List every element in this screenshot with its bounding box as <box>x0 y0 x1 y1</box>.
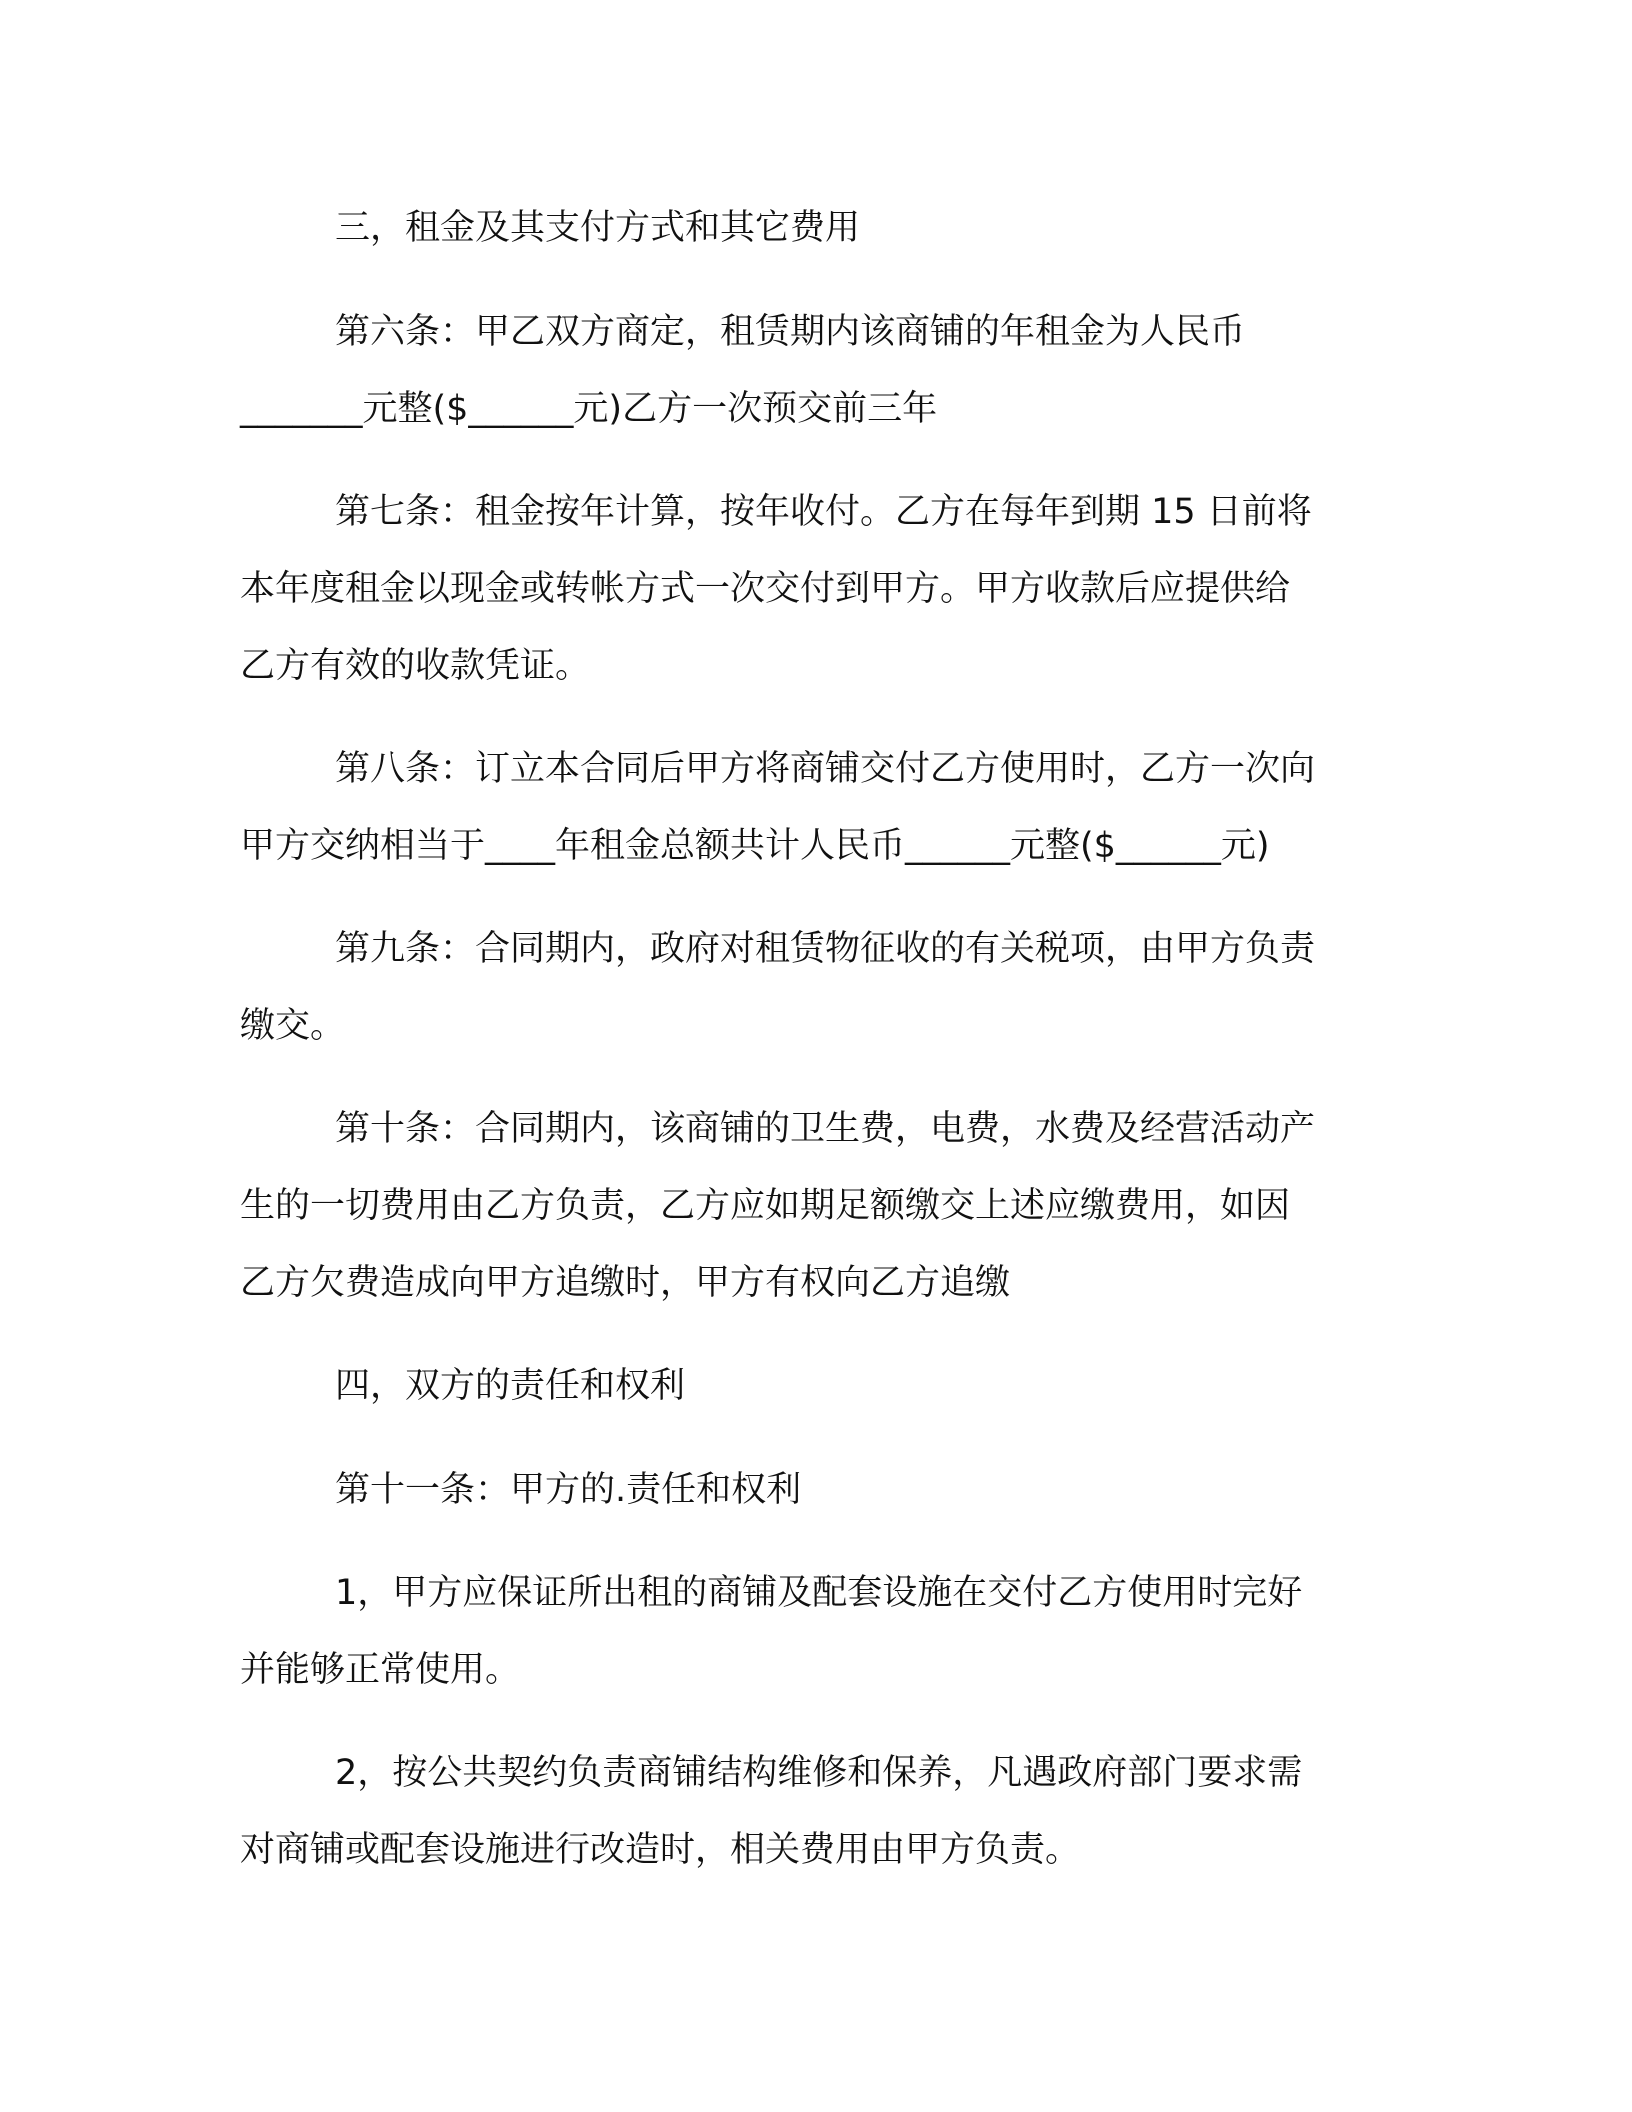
document-body <box>240 190 1380 1915</box>
article-7-paragraph <box>240 474 1380 705</box>
section-heading-rights-duties <box>240 1348 1380 1425</box>
text-line: 三，租金及其支付方式和其它费用 <box>335 208 861 248</box>
article-6-paragraph <box>240 294 1380 448</box>
item-2-paragraph <box>240 1735 1380 1889</box>
text-line: 1，甲方应保证所出租的商铺及配套设施在交付乙方使用时完好 <box>335 1573 1303 1613</box>
article-10-paragraph <box>240 1091 1380 1322</box>
text-line: 缴交。 <box>240 1006 346 1046</box>
text-line: 乙方欠费造成向甲方追缴时，甲方有权向乙方追缴 <box>240 1263 1011 1303</box>
text-line: 本年度租金以现金或转帐方式一次交付到甲方。甲方收款后应提供给 <box>240 569 1291 609</box>
article-9-paragraph <box>240 911 1380 1065</box>
section-heading-rent-payment <box>240 190 1380 267</box>
text-line: 四，双方的责任和权利 <box>335 1366 686 1406</box>
text-line: 对商铺或配套设施进行改造时，相关费用由甲方负责。 <box>240 1830 1081 1870</box>
article-8-paragraph <box>240 731 1380 885</box>
text-line: 甲方交纳相当于____年租金总额共计人民币______元整($______元) <box>240 826 1270 866</box>
text-line: 第六条：甲乙双方商定，租赁期内该商铺的年租金为人民币 <box>335 312 1246 352</box>
text-line: 第十一条：甲方的.责任和权利 <box>335 1470 802 1510</box>
text-line: 第八条：订立本合同后甲方将商铺交付乙方使用时，乙方一次向 <box>335 749 1316 789</box>
text-line: 并能够正常使用。 <box>240 1650 521 1690</box>
item-1-paragraph <box>240 1555 1380 1709</box>
article-11-paragraph <box>240 1452 1380 1529</box>
text-line: 生的一切费用由乙方负责，乙方应如期足额缴交上述应缴费用，如因 <box>240 1186 1291 1226</box>
text-line: 第七条：租金按年计算，按年收付。乙方在每年到期 15 日前将 <box>335 492 1312 532</box>
text-line: 第十条：合同期内，该商铺的卫生费，电费，水费及经营活动产 <box>335 1109 1316 1149</box>
text-line: 2，按公共契约负责商铺结构维修和保养，凡遇政府部门要求需 <box>335 1753 1303 1793</box>
text-line: 第九条：合同期内，政府对租赁物征收的有关税项，由甲方负责 <box>335 929 1316 969</box>
text-line: _______元整($______元)乙方一次预交前三年 <box>240 389 938 429</box>
text-line: 乙方有效的收款凭证。 <box>240 646 591 686</box>
